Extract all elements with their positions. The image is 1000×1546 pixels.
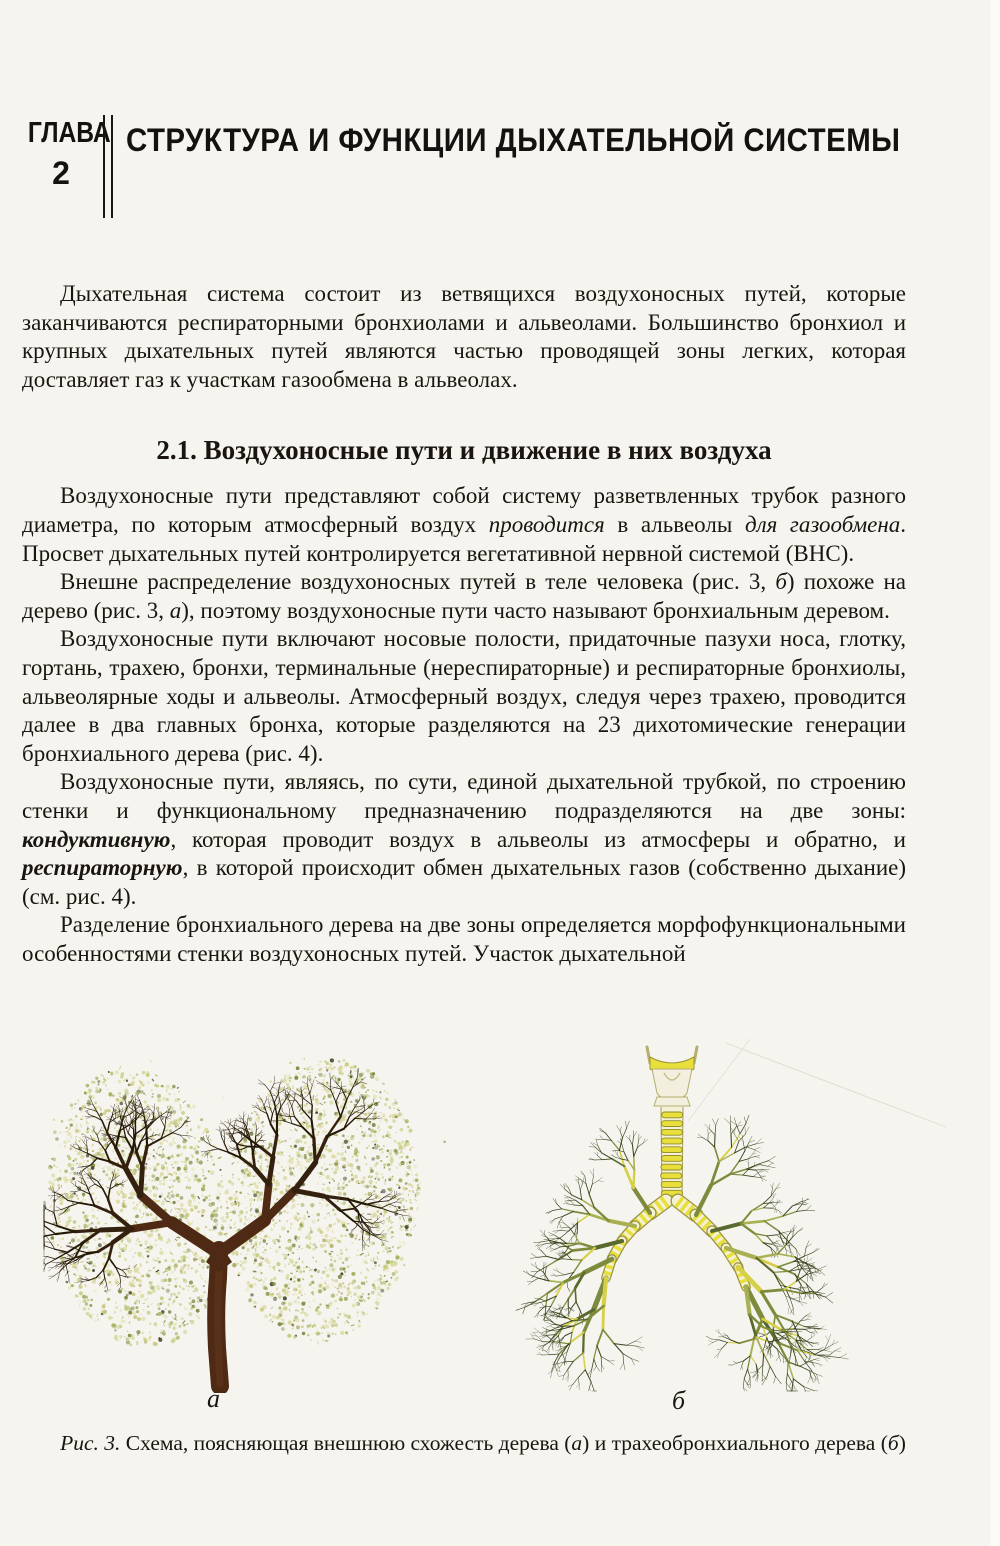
chapter-divider xyxy=(103,115,113,218)
figure-caption: Рис. 3. Схема, поясняющая внешнюю схожесть дерева (а) и трахеобронхиального дерева (б) xyxy=(60,1431,906,1455)
section-heading: 2.1. Воздухоносные пути и движение в них воздуха xyxy=(156,435,772,466)
figure-label-a: а xyxy=(207,1384,220,1413)
text-column xyxy=(22,280,906,968)
tracheobronchial-tree-illustration xyxy=(498,1035,958,1400)
intro-paragraph: Дыхательная система состоит из ветвящихся воздухоносных путей, которые заканчиваются респираторными бронхиолами и альвеолами. Большинство бронхиол и крупных дыхательных путей являются частью проводящей зоны легких, которая доставляет газ к участкам газообмена в альвеолах. xyxy=(22,281,906,392)
chapter-number: 2 xyxy=(52,155,70,191)
paragraph: Разделение бронхиального дерева на две зоны определяется морфофункциональными особенностями стенки воздухоносных путей. Участок дыхательной xyxy=(22,912,906,966)
paragraph: Воздухоносные пути включают носовые полости, придаточные пазухи носа, глотку, гортань, трахею, бронхи, терминальные (нереспираторные) и респираторные бронхиолы, альвеолярные ходы и альвеолы. Атмосферный воздух, следуя через трахею, проводится далее в два главных бронха, которые разделяются на 23 дихотомические генерации бронхиального дерева (рис. 4). xyxy=(22,626,906,766)
chapter-label: ГЛАВА xyxy=(27,117,111,149)
tree-illustration xyxy=(38,1048,458,1393)
chapter-header xyxy=(22,117,111,191)
scan-edge xyxy=(990,0,1000,1546)
paragraph: Воздухоносные пути представляют собой систему разветвленных трубок разного диаметра, по которым атмосферный воздух проводится в альвеолы для газообмена. Просвет дыхательных путей контролируется вегетативной нервной системой (ВНС). xyxy=(22,483,906,566)
paragraph: Воздухоносные пути, являясь, по сути, единой дыхательной трубкой, по строению стенки и функциональному предназначению подразделяются на две зоны: кондуктивную, которая проводит воздух в альвеолы из атмосферы и обратно, и респираторную, в которой происходит обмен дыхательных газов (собственно дыхание) (см. рис. 4). xyxy=(22,769,906,909)
chapter-title: СТРУКТУРА И ФУНКЦИИ ДЫХАТЕЛЬНОЙ СИСТЕМЫ xyxy=(126,122,901,158)
paragraph: Внешне распределение воздухоносных путей в теле человека (рис. 3, б) похоже на дерево (рис. 3, а), поэтому воздухоносные пути часто называют бронхиальным деревом. xyxy=(22,569,906,623)
figure-label-b: б xyxy=(672,1386,686,1415)
